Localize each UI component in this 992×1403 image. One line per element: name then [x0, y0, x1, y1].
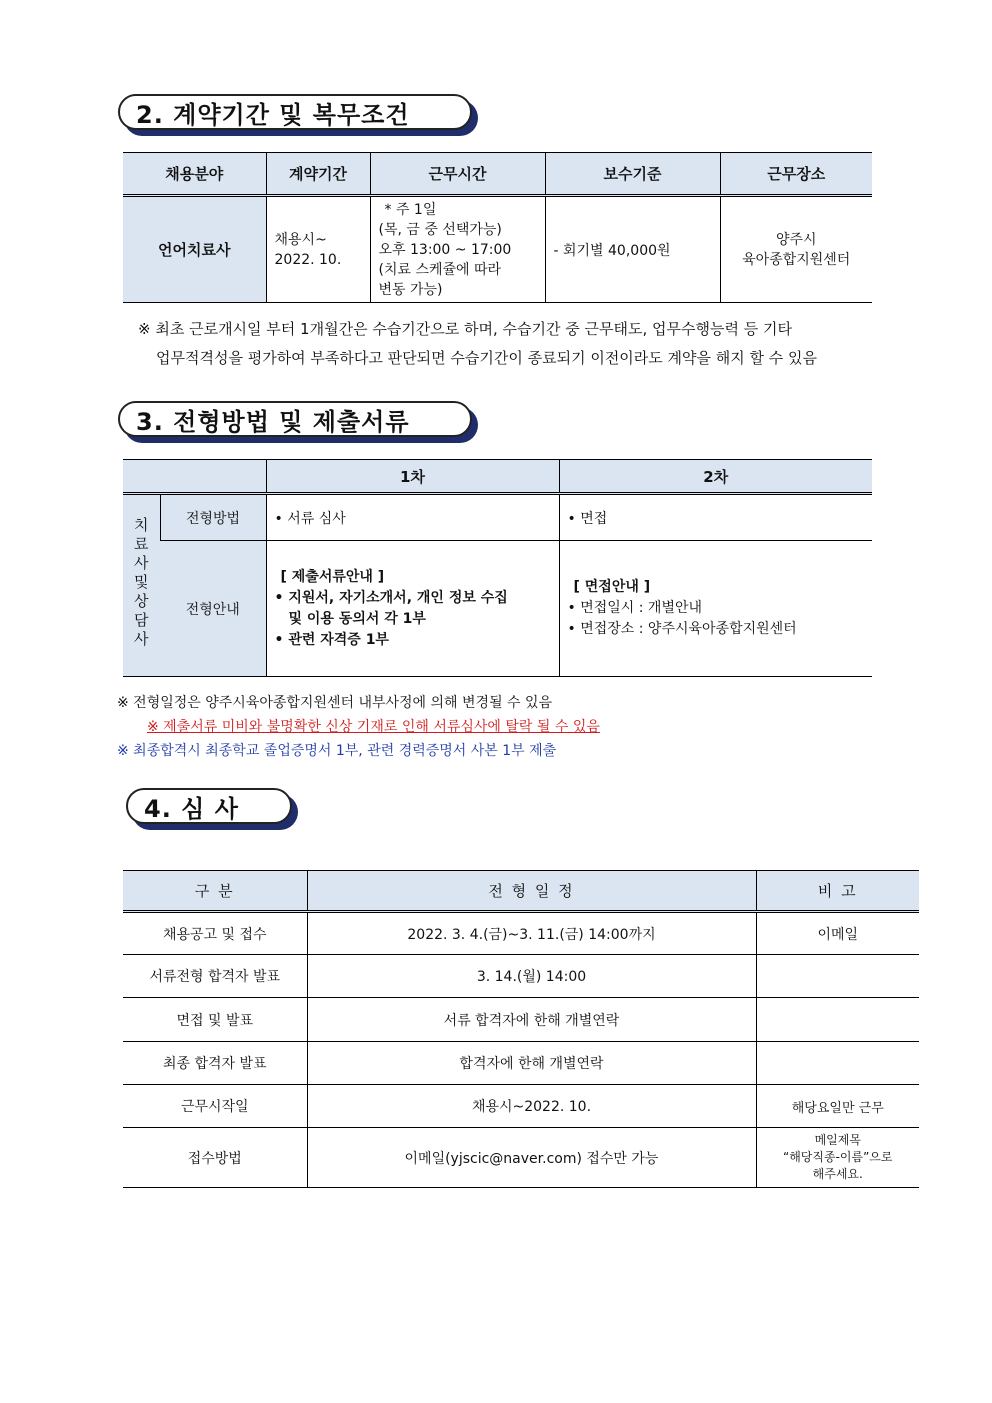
row-category: 접수방법	[123, 1128, 307, 1188]
method-second-cell: • 면접	[559, 494, 872, 541]
screening-table	[123, 459, 872, 677]
row-category: 서류전형 합격자 발표	[123, 955, 307, 998]
final-documents-note: ※ 최종합격시 최종학교 졸업증명서 1부, 관련 경력증명서 사본 1부 제출	[117, 743, 557, 759]
contract-table	[123, 152, 872, 303]
schedule-change-note: ※ 전형일정은 양주시육아종합지원센터 내부사정에 의해 변경될 수 있음	[117, 695, 553, 711]
table-row	[123, 998, 919, 1042]
document-fail-note: ※ 제출서류 미비와 불명확한 신상 기재로 인해 서류심사에 탈락 될 수 있음	[147, 719, 600, 735]
row-schedule: 이메일(yjscic@naver.com) 접수만 가능	[307, 1128, 756, 1188]
table-row	[123, 1085, 919, 1128]
guide-label: 전형안내	[160, 541, 266, 677]
remarks-line: 메일제목	[814, 1133, 861, 1147]
section-4-heading	[126, 788, 292, 824]
header-category: 구 분	[123, 871, 307, 912]
guide-first-line: • 관련 자격증 1부	[274, 631, 389, 648]
section-3-title: 3. 전형방법 및 제출서류	[118, 401, 472, 437]
row-category: 근무시작일	[123, 1085, 307, 1128]
row-category: 최종 합격자 발표	[123, 1042, 307, 1085]
header-remarks: 비 고	[756, 871, 919, 912]
guide-second-line: • 면접일시 : 개별안내	[567, 600, 703, 616]
header-field: 채용분야	[123, 153, 266, 196]
table-row	[123, 955, 919, 998]
remarks-line: 해주세요.	[812, 1167, 863, 1181]
row-schedule: 서류 합격자에 한해 개별연락	[307, 998, 756, 1042]
pay-cell: - 회기별 40,000원	[545, 196, 720, 303]
row-schedule: 3. 14.(월) 14:00	[307, 955, 756, 998]
header-hours: 근무시간	[370, 153, 545, 196]
header-place: 근무장소	[720, 153, 872, 196]
hours-line: (목, 금 중 선택가능)	[378, 221, 502, 238]
header-second-round: 2차	[559, 460, 872, 494]
probation-note-line2: 업무적격성을 평가하여 부족하다고 판단되면 수습기간이 종료되기 이전이라도 계약을 해지 할 수 있음	[156, 349, 818, 367]
section-3-heading	[118, 401, 472, 437]
hours-cell	[370, 196, 545, 303]
method-label: 전형방법	[160, 494, 266, 541]
row-category: 면접 및 발표	[123, 998, 307, 1042]
period-cell	[266, 196, 370, 303]
method-first-cell: • 서류 심사	[266, 494, 559, 541]
header-blank	[123, 460, 266, 494]
row-remarks	[756, 1042, 919, 1085]
hours-line: * 주 1일	[384, 201, 437, 218]
guide-first-line: [ 제출서류안내 ]	[280, 568, 385, 585]
row-schedule: 2022. 3. 4.(금)~3. 11.(금) 14:00까지	[307, 912, 756, 955]
place-line: 육아종합지원센터	[742, 251, 851, 268]
header-first-round: 1차	[266, 460, 559, 494]
row-remarks: 이메일	[756, 912, 919, 955]
guide-first-line: 및 이용 동의서 각 1부	[288, 610, 426, 627]
row-category: 채용공고 및 접수	[123, 912, 307, 955]
remarks-line: “해당직종-이름”으로	[782, 1150, 893, 1164]
guide-second-line: [ 면접안내 ]	[573, 579, 651, 595]
section-2-heading	[118, 94, 472, 130]
row-schedule: 채용시~2022. 10.	[307, 1085, 756, 1128]
guide-second-line: • 면접장소 : 양주시육아종합지원센터	[567, 621, 797, 637]
guide-second-cell	[559, 541, 872, 677]
section-2-title: 2. 계약기간 및 복무조건	[118, 94, 472, 130]
hours-line: 오후 13:00 ~ 17:00	[378, 241, 512, 258]
period-line: 2022. 10.	[274, 251, 342, 268]
section-4-title: 4. 심 사	[126, 788, 292, 824]
side-label: 치료사및상담사	[131, 517, 150, 650]
table-row	[123, 1042, 919, 1085]
table-row	[123, 1128, 919, 1188]
place-cell	[720, 196, 872, 303]
table-row	[123, 912, 919, 955]
hours-line: 변동 가능)	[378, 281, 443, 298]
period-line: 채용시~	[274, 231, 327, 248]
guide-first-cell	[266, 541, 559, 677]
row-remarks	[756, 998, 919, 1042]
row-remarks	[756, 955, 919, 998]
place-line: 양주시	[775, 231, 817, 248]
field-cell: 언어치료사	[123, 196, 266, 303]
hours-line: (치료 스케쥴에 따라	[378, 261, 502, 278]
row-remarks: 해당요일만 근무	[756, 1085, 919, 1128]
header-pay: 보수기준	[545, 153, 720, 196]
guide-first-line: • 지원서, 자기소개서, 개인 정보 수집	[274, 589, 508, 606]
header-period: 계약기간	[266, 153, 370, 196]
probation-note-line1: ※ 최초 근로개시일 부터 1개월간은 수습기간으로 하며, 수습기간 중 근무태도, 업무수행능력 등 기타	[138, 320, 792, 338]
row-schedule: 합격자에 한해 개별연락	[307, 1042, 756, 1085]
side-label-cell	[123, 494, 160, 677]
review-table	[123, 870, 919, 1188]
row-remarks	[756, 1128, 919, 1188]
header-schedule: 전 형 일 정	[307, 871, 756, 912]
